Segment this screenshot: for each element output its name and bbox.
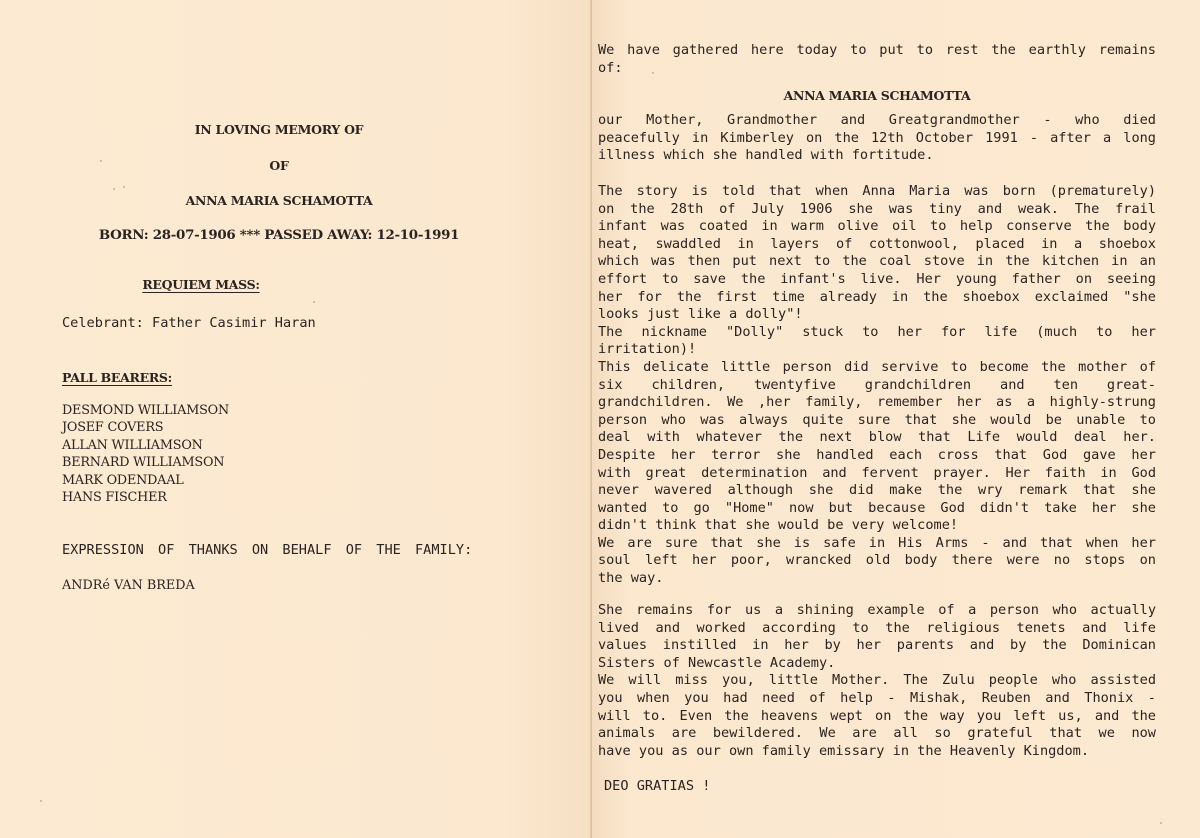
paper-speck: [1160, 822, 1162, 824]
thanks-by: ANDRé VAN BREDA: [62, 578, 195, 593]
pall-bearer: ALLAN WILLIAMSON: [62, 437, 203, 453]
pall-bearer: BERNARD WILLIAMSON: [62, 455, 225, 471]
paper-speck: [313, 301, 315, 303]
eulogy-line: have you as our own family emissary in the Heavenly Kingdom.: [598, 742, 1090, 759]
pall-bearer: JOSEF COVERS: [62, 420, 164, 436]
eulogy-paragraph-1: [598, 112, 1156, 165]
memorial-heading: IN LOVING MEMORY OF: [194, 122, 364, 137]
eulogy-line: effort to save the infant's live. Her young father on seeing: [598, 270, 1156, 287]
intro-paragraph: [598, 42, 1156, 77]
pall-bearer: DESMOND WILLIAMSON: [62, 403, 229, 418]
requiem-mass-heading: REQUIEM MASS:: [142, 277, 260, 292]
paper-speck: [113, 188, 115, 190]
eulogy-line: soul left her poor, wrancked old body there were no stops on: [598, 552, 1156, 569]
eulogy-name: ANNA MARIA SCHAMOTTA: [783, 88, 971, 103]
eulogy-line: This delicate little person did servive to become the mother of: [598, 358, 1156, 375]
eulogy-line: six children, twentyfive grandchildren and ten great-: [598, 376, 1156, 393]
eulogy-line: you when you had need of help - Mishak, Reuben and Thonix -: [598, 689, 1156, 706]
eulogy-line: looks just like a dolly"!: [598, 306, 803, 323]
left-page: [0, 0, 592, 838]
eulogy-line: grandchildren. We ,her family, remember her as a highly-strung: [598, 394, 1156, 411]
eulogy-line: The nickname "Dolly" stuck to her for life (much to her: [598, 323, 1156, 340]
eulogy-line: We will miss you, little Mother. The Zulu people who assisted: [598, 672, 1156, 689]
intro-line: of:: [598, 59, 623, 76]
life-dates: BORN: 28-07-1906 *** PASSED AWAY: 12-10-1991: [98, 227, 460, 243]
eulogy-line: heat, swaddled in layers of cottonwool, placed in a shoebox: [598, 235, 1156, 252]
eulogy-paragraph-2: [598, 183, 1156, 588]
eulogy-line: irritation)!: [598, 341, 697, 358]
eulogy-line: peacefully in Kimberley on the 12th October 1991 - after a long: [598, 129, 1156, 146]
eulogy-line: didn't think that she would be very welcome!: [598, 517, 959, 534]
eulogy-line: which was then put next to the coal stove in the kitchen in an: [598, 253, 1156, 270]
eulogy-line: person who was always quite sure that she would be unable to: [598, 411, 1156, 428]
thanks-heading: EXPRESSION OF THANKS ON BEHALF OF THE FAMILY:: [62, 542, 473, 558]
pall-bearer: HANS FISCHER: [62, 490, 167, 506]
eulogy-line: our Mother, Grandmother and Greatgrandmother - who died: [598, 112, 1156, 128]
paper-speck: [100, 160, 102, 162]
eulogy-line: infant was coated in warm olive oil to help conserve the body: [598, 218, 1156, 235]
eulogy-paragraph-3: [598, 602, 1156, 760]
eulogy-line: The story is told that when Anna Maria was born (prematurely): [598, 183, 1156, 199]
celebrant: Celebrant: Father Casimir Haran: [62, 315, 316, 331]
paper-speck: [652, 72, 654, 74]
eulogy-line: her for the first time already in the shoebox exclaimed "she: [598, 288, 1156, 305]
eulogy-line: with great determination and fervent prayer. Her faith in God: [598, 464, 1156, 481]
paper-speck: [123, 186, 125, 188]
eulogy-line: illness which she handled with fortitude.: [598, 147, 934, 164]
eulogy-line: deal with whatever the next blow that Life would deal her.: [598, 429, 1156, 446]
eulogy-line: Despite her terror she handled each cross that God gave her: [598, 446, 1156, 463]
closing-line: DEO GRATIAS !: [604, 778, 711, 794]
eulogy-line: We are sure that she is safe in His Arms - and that when her: [598, 534, 1156, 551]
intro-line: We have gathered here today to put to rest the earthly remains: [598, 42, 1156, 58]
memorial-heading-of: OF: [269, 158, 289, 173]
deceased-name: ANNA MARIA SCHAMOTTA: [185, 193, 373, 208]
eulogy-line: She remains for us a shining example of a person who actually: [598, 602, 1156, 618]
eulogy-line: lived and worked according to the religious tenets and life: [598, 619, 1156, 636]
eulogy-line: animals are bewildered. We are all so grateful that we now: [598, 725, 1156, 742]
paper-speck: [40, 800, 42, 802]
pall-bearers-list: [62, 402, 229, 506]
eulogy-line: on the 28th of July 1906 she was tiny and weak. The frail: [598, 200, 1156, 217]
eulogy-line: never wavered although she did make the wry remark that she: [598, 482, 1156, 499]
eulogy-line: the way.: [598, 570, 664, 587]
pall-bearer: MARK ODENDAAL: [62, 472, 184, 488]
eulogy-line: will to. Even the heavens wept on the way you left us, and the: [598, 707, 1156, 724]
eulogy-line: values instilled in her by her parents and by the Dominican: [598, 637, 1156, 654]
pall-bearers-heading: PALL BEARERS:: [62, 370, 172, 385]
eulogy-line: Sisters of Newcastle Academy.: [598, 654, 836, 671]
eulogy-line: wanted to go "Home" now but because God didn't take her she: [598, 499, 1156, 516]
